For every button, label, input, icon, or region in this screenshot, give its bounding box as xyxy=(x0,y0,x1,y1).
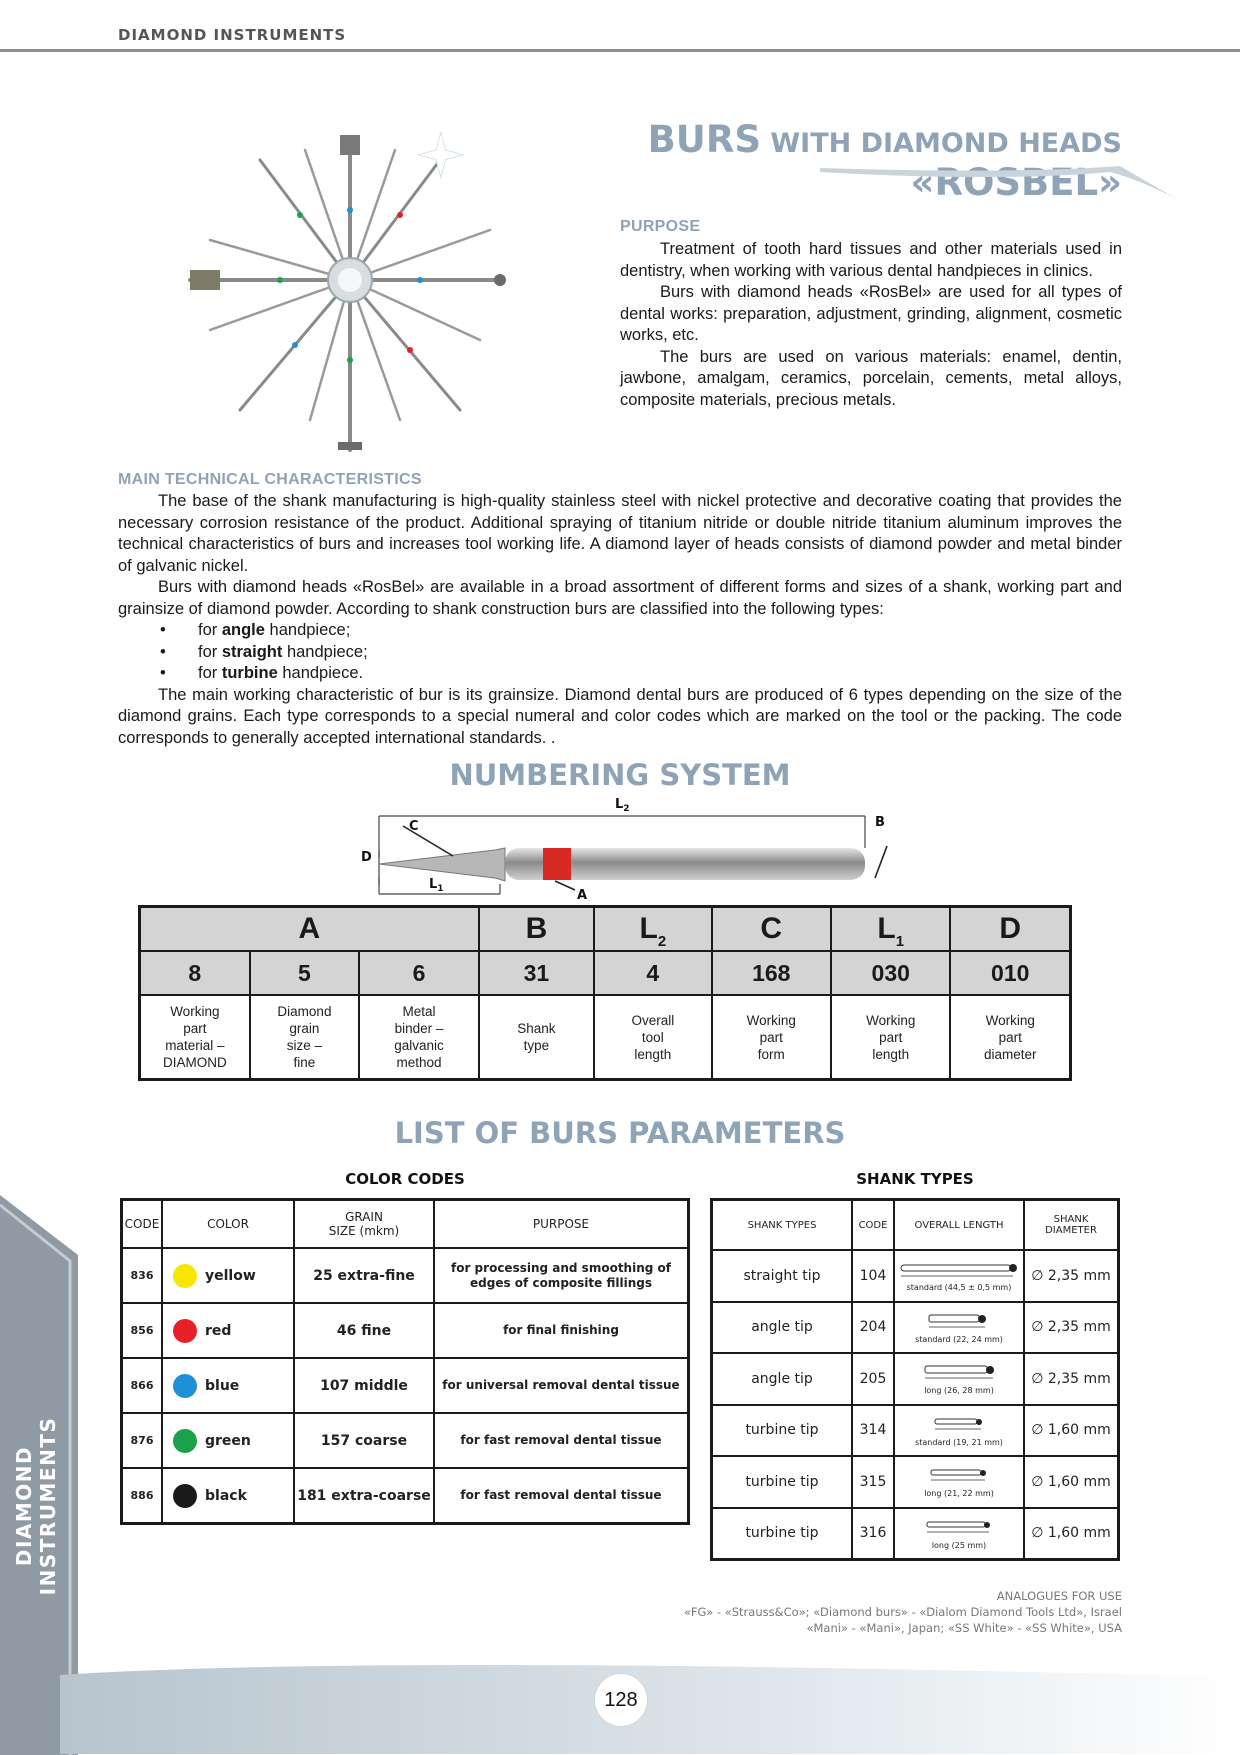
table-header-cell: SHANK DIAMETER xyxy=(1024,1200,1119,1251)
table-header-cell: C xyxy=(712,907,831,952)
color-cell: blue xyxy=(162,1358,294,1413)
table-header-cell: $L_1$ xyxy=(831,907,950,952)
sidebar-label: DIAMOND INSTRUMENTS xyxy=(12,1416,60,1596)
code-cell: 205 xyxy=(852,1353,894,1405)
code-cell: 030 xyxy=(831,951,950,995)
purpose-paragraph: The burs are used on various materials: enamel, dentin, jawbone, amalgam, ceramics, porcelain, cements, metal alloys, composite materials, precious metals. xyxy=(620,347,1122,409)
code-cell: 866 xyxy=(122,1358,163,1413)
diagram-label-l2: $L_2$ xyxy=(615,797,630,814)
bur-shank-icon xyxy=(897,1362,1021,1382)
code-cell: 6 xyxy=(359,951,478,995)
diagram-label-a: A xyxy=(577,888,588,903)
header-rule xyxy=(0,49,1240,52)
bur-shank-icon xyxy=(897,1414,1021,1434)
purpose-cell: for universal removal dental tissue xyxy=(434,1358,689,1413)
length-cell: long (26, 28 mm) xyxy=(894,1353,1024,1405)
color-cell: black xyxy=(162,1468,294,1524)
diameter-cell: ∅ 2,35 mm xyxy=(1024,1250,1119,1302)
purpose-cell: for fast removal dental tissue xyxy=(434,1468,689,1524)
diameter-cell: ∅ 2,35 mm xyxy=(1024,1302,1119,1354)
color-cell: green xyxy=(162,1413,294,1468)
list-item: • for straight handpiece; xyxy=(118,642,1122,664)
purpose-label: PURPOSE xyxy=(620,218,701,235)
table-header-cell: SHANK TYPES xyxy=(712,1200,853,1251)
shank-type-cell: angle tip xyxy=(712,1353,853,1405)
bur-shank-icon xyxy=(897,1259,1021,1279)
description-cell: Working part diameter xyxy=(950,995,1070,1080)
table-row xyxy=(122,1468,689,1524)
analogues-line: «Mani» - «Mani», Japan; «SS White» - «SS White», USA xyxy=(806,1621,1122,1635)
footer-band xyxy=(60,1655,1240,1754)
bur-shank-icon xyxy=(897,1311,1021,1331)
diagram-label-d: D xyxy=(361,850,372,865)
color-cell: red xyxy=(162,1303,294,1358)
purpose-cell: for fast removal dental tissue xyxy=(434,1413,689,1468)
table-header-cell: $L_2$ xyxy=(594,907,711,952)
green-dot-icon xyxy=(173,1429,197,1453)
red-dot-icon xyxy=(173,1319,197,1343)
diameter-cell: ∅ 1,60 mm xyxy=(1024,1456,1119,1508)
purpose-cell: for processing and smoothing of edges of composite fillings xyxy=(434,1248,689,1303)
table-row xyxy=(712,1508,1119,1560)
code-cell: 204 xyxy=(852,1302,894,1354)
list-title: LIST OF BURS PARAMETERS xyxy=(394,1116,846,1150)
table-header-cell: A xyxy=(140,907,479,952)
characteristics-paragraph: The main working characteristic of bur is its grainsize. Diamond dental burs are produced of 6 types depending on the size of the diamond grains. Each type corresponds to a special numeral and color codes which are marked on the tool or the packing. The code corresponds to generally accepted international standards. . xyxy=(118,685,1122,747)
characteristics-paragraph: The base of the shank manufacturing is high-quality stainless steel with nickel protective and decorative coating that provides the necessary corrosion resistance of the product. Additional spraying of titanium nitride or double nitride titanium aluminum improves the technical characteristics of burs and increases tool working life. A diamond layer of heads consists of diamond powder and metal binder of galvanic nickel. xyxy=(118,492,1122,575)
purpose-paragraph: Treatment of tooth hard tissues and other materials used in dentistry, when working with various dental handpieces in clinics. xyxy=(620,240,1122,280)
table-header-cell: CODE xyxy=(852,1200,894,1251)
characteristics-paragraph: Burs with diamond heads «RosBel» are available in a broad assortment of different forms and sizes of a shank, working part and grainsize of diamond powder. According to shank construction burs are classified into the following types: xyxy=(118,578,1122,618)
length-cell: standard (44,5 ± 0,5 mm) xyxy=(894,1250,1024,1302)
analogues-line: «FG» - «Strauss&Co»; «Diamond burs» - «Dialom Diamond Tools Ltd», Israel xyxy=(683,1605,1122,1619)
diameter-cell: ∅ 1,60 mm xyxy=(1024,1508,1119,1560)
diagram-label-c: C xyxy=(409,819,419,834)
purpose-paragraph: Burs with diamond heads «RosBel» are used for all types of dental works: preparation, adjustment, grinding, alignment, cosmetic works, etc. xyxy=(620,283,1122,344)
code-cell: 886 xyxy=(122,1468,163,1524)
code-cell: 316 xyxy=(852,1508,894,1560)
shank-type-cell: turbine tip xyxy=(712,1456,853,1508)
code-cell: 104 xyxy=(852,1250,894,1302)
description-cell: Working part form xyxy=(712,995,831,1080)
code-cell: 315 xyxy=(852,1456,894,1508)
burs-product-image xyxy=(170,120,530,460)
code-cell: 5 xyxy=(250,951,360,995)
shank-type-cell: angle tip xyxy=(712,1302,853,1354)
bur-shank-icon xyxy=(897,1465,1021,1485)
shank-type-cell: straight tip xyxy=(712,1250,853,1302)
length-cell: long (21, 22 mm) xyxy=(894,1456,1024,1508)
code-cell: 4 xyxy=(594,951,711,995)
code-cell: 856 xyxy=(122,1303,163,1358)
page-number: 128 xyxy=(594,1673,648,1727)
title-part3: «ROSBEL» xyxy=(910,161,1122,204)
shank-type-cell: turbine tip xyxy=(712,1508,853,1560)
description-cell: Diamond grain size – fine xyxy=(250,995,360,1080)
table-row xyxy=(712,1302,1119,1354)
code-cell: 876 xyxy=(122,1413,163,1468)
grain-cell: 181 extra-coarse xyxy=(294,1468,434,1524)
title-swoosh xyxy=(820,160,1180,202)
table-header-cell: OVERALL LENGTH xyxy=(894,1200,1024,1251)
numbering-title: NUMBERING SYSTEM xyxy=(449,758,791,792)
blue-dot-icon xyxy=(173,1374,197,1398)
table-row xyxy=(712,1353,1119,1405)
table-header-cell: CODE xyxy=(122,1200,163,1249)
table-header-cell: B xyxy=(479,907,594,952)
color-codes-caption: COLOR CODES xyxy=(345,1170,465,1188)
characteristics-text xyxy=(118,491,1122,749)
shank-types-caption: SHANK TYPES xyxy=(856,1170,974,1188)
numbering-table xyxy=(138,905,1072,1081)
table-row xyxy=(122,1248,689,1303)
table-header-cell: D xyxy=(950,907,1070,952)
code-cell: 314 xyxy=(852,1405,894,1457)
diameter-cell: ∅ 2,35 mm xyxy=(1024,1353,1119,1405)
running-header: DIAMOND INSTRUMENTS xyxy=(118,26,347,44)
purpose-cell: for final finishing xyxy=(434,1303,689,1358)
color-cell: yellow xyxy=(162,1248,294,1303)
code-cell: 31 xyxy=(479,951,594,995)
length-cell: long (25 mm) xyxy=(894,1508,1024,1560)
handpiece-list xyxy=(118,620,1122,685)
description-cell: Shank type xyxy=(479,995,594,1080)
shank-types-table xyxy=(710,1198,1120,1561)
table-row xyxy=(712,1250,1119,1302)
bur-shank-icon xyxy=(897,1517,1021,1537)
table-row xyxy=(122,1303,689,1358)
code-cell: 010 xyxy=(950,951,1070,995)
table-row xyxy=(122,1413,689,1468)
length-cell: standard (19, 21 mm) xyxy=(894,1405,1024,1457)
table-header-cell: GRAIN SIZE (mkm) xyxy=(294,1200,434,1249)
diagram-label-b: B xyxy=(875,815,885,830)
grain-cell: 107 middle xyxy=(294,1358,434,1413)
table-row xyxy=(712,1456,1119,1508)
table-header-cell: COLOR xyxy=(162,1200,294,1249)
code-cell: 836 xyxy=(122,1248,163,1303)
table-header-cell: PURPOSE xyxy=(434,1200,689,1249)
title-part2: WITH DIAMOND HEADS xyxy=(760,128,1122,159)
black-dot-icon xyxy=(173,1484,197,1508)
characteristics-label: MAIN TECHNICAL CHARACTERISTICS xyxy=(118,471,422,488)
grain-cell: 46 fine xyxy=(294,1303,434,1358)
table-row xyxy=(712,1405,1119,1457)
list-item: • for turbine handpiece. xyxy=(118,663,1122,685)
length-cell: standard (22, 24 mm) xyxy=(894,1302,1024,1354)
description-cell: Working part material – DIAMOND xyxy=(140,995,250,1080)
diameter-cell: ∅ 1,60 mm xyxy=(1024,1405,1119,1457)
bur-diagram xyxy=(355,788,895,903)
description-cell: Overall tool length xyxy=(594,995,711,1080)
diagram-label-l1: $L_1$ xyxy=(429,877,444,894)
table-row xyxy=(122,1358,689,1413)
list-item: • for angle handpiece; xyxy=(118,620,1122,642)
yellow-dot-icon xyxy=(173,1264,197,1288)
shank-type-cell: turbine tip xyxy=(712,1405,853,1457)
color-codes-table xyxy=(120,1198,690,1525)
code-cell: 168 xyxy=(712,951,831,995)
code-cell: 8 xyxy=(140,951,250,995)
analogues-title: ANALOGUES FOR USE xyxy=(996,1589,1122,1603)
description-cell: Working part length xyxy=(831,995,950,1080)
purpose-text xyxy=(620,239,1122,411)
analogues-block xyxy=(600,1588,1122,1636)
title-part1: BURS xyxy=(647,118,761,161)
grain-cell: 157 coarse xyxy=(294,1413,434,1468)
description-cell: Metal binder – galvanic method xyxy=(359,995,478,1080)
grain-cell: 25 extra-fine xyxy=(294,1248,434,1303)
